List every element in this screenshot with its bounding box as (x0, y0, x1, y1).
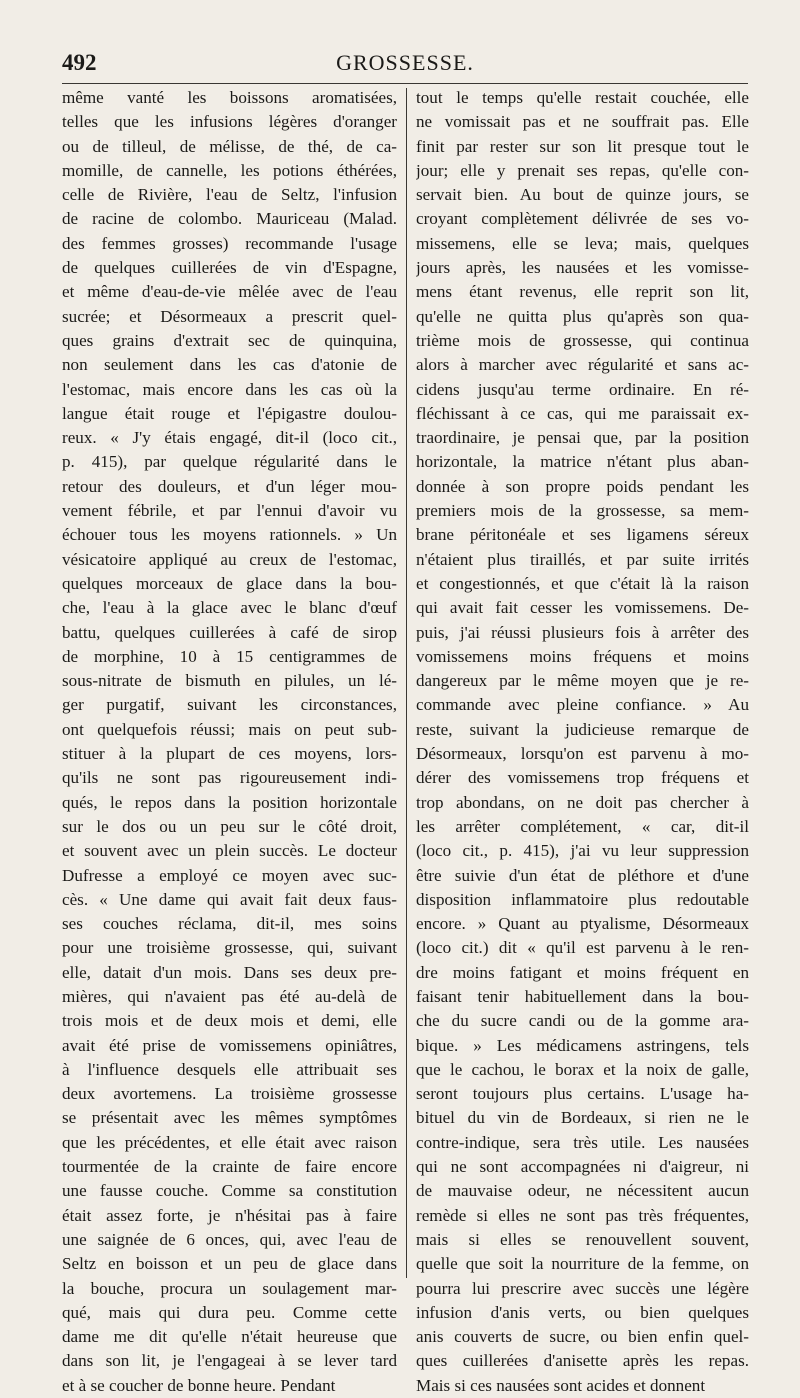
text-line: bituel du vin de Bordeaux, si rien ne le (416, 1108, 749, 1128)
text-line: que le cachou, le borax et la noix de galle, (416, 1059, 749, 1079)
text-line: traordinaire, je pensai que, par la position (416, 428, 749, 448)
text-line: (loco cit.) dit « qu'il est parvenu à le ren- (416, 938, 749, 958)
text-line: deux avortemens. La troisième grossesse (62, 1084, 397, 1104)
text-line: qui ne sont accompagnées ni d'aigreur, ni (416, 1157, 749, 1177)
text-line: se présentait avec les mêmes symptômes (62, 1108, 397, 1128)
text-line: reste, suivant la judicieuse remarque de (416, 719, 749, 739)
text-line: à l'influence desquels elle attribuait ses (62, 1059, 397, 1079)
text-line: dérer des vomissemens trop fréquens et (416, 768, 749, 788)
text-line: ques cuillerées d'anisette après les repas. (416, 1351, 749, 1371)
text-line: puis, j'ai réussi plusieurs fois à arrêter des (416, 622, 749, 642)
text-line: retour des douleurs, et d'un léger mou- (62, 476, 397, 496)
text-line: qu'elle ne quitta plus qu'après son qua- (416, 306, 749, 326)
text-line: pourra lui prescrire avec succès une légère (416, 1278, 749, 1298)
running-title: GROSSESSE. (336, 50, 474, 75)
text-line: la bouche, procura un soulagement mar- (62, 1278, 397, 1298)
text-line: alors à marcher avec régularité et sans ac- (416, 355, 749, 375)
text-line: et souvent avec un plein succès. Le docteur (62, 841, 397, 861)
page-number: 492 (62, 50, 97, 75)
text-line: dangereux par le même moyen que je re- (416, 671, 749, 691)
text-line: sucrée; et Désormeaux a prescrit quel- (62, 306, 397, 326)
text-line: avait été prise de vomissemens opiniâtres, (62, 1035, 397, 1055)
text-line: servait bien. Au bout de quinze jours, se (416, 185, 749, 205)
text-line: brane péritonéale et ses ligamens séreux (416, 525, 749, 545)
text-line: Mais si ces nausées sont acides et donnent (416, 1375, 706, 1395)
text-line: vomissemens moins fréquens et moins (416, 646, 749, 666)
text-line: cidens jusqu'au terme ordinaire. En ré- (416, 379, 749, 399)
text-line: momille, de cannelle, les potions éthérées, (62, 160, 397, 180)
text-line: ne vomissait pas et ne souffrait pas. Elle (416, 112, 749, 132)
text-line: pour une troisième grossesse, qui, suivant (62, 938, 397, 958)
text-line: premiers mois de la grossesse, sa mem- (416, 501, 749, 521)
text-line: disposition inflammatoire plus redoutable (416, 889, 749, 909)
text-line: même vanté les boissons aromatisées, (62, 88, 397, 107)
text-line: qué, mais qui dura peu. Comme cette (62, 1302, 397, 1322)
text-line: et même d'eau-de-vie mêlée avec de l'eau (62, 282, 397, 302)
header-rule (62, 83, 748, 84)
text-line: horizontale, la matrice n'étant plus aban- (416, 452, 749, 472)
text-line: dans son lit, je l'engageai à se lever tard (62, 1351, 397, 1371)
text-line: ques grains d'extrait sec de quinquina, (62, 330, 397, 350)
text-line: battu, quelques cuillerées à café de sirop (62, 622, 397, 642)
text-line: encore. » Quant au ptyalisme, Désormeaux (416, 914, 749, 934)
text-line: que les précédentes, et elle était avec raison (62, 1132, 397, 1152)
text-line: p. 415), par quelque régularité dans le (62, 452, 397, 472)
text-line: mens étant revenus, elle reprit son lit, (416, 282, 749, 302)
text-line: l'estomac, mais encore dans les cas où la (62, 379, 397, 399)
text-line: mais si elles se renouvellent souvent, (416, 1229, 749, 1249)
text-line: sous-nitrate de bismuth en pilules, un lé- (62, 671, 397, 691)
text-line: une fausse couche. Comme sa constitution (62, 1181, 397, 1201)
text-line: Seltz en boisson et un peu de glace dans (62, 1254, 397, 1274)
text-line: sur le dos ou un peu sur le côté droit, (62, 816, 397, 836)
text-line: che, l'eau à la glace avec le blanc d'œuf (62, 598, 397, 618)
text-line: elle, datait d'un mois. Dans ses deux pre- (62, 962, 397, 982)
text-line: cès. « Une dame qui avait fait deux faus- (62, 889, 397, 909)
text-line: qués, le repos dans la position horizontale (62, 792, 397, 812)
text-line: qu'ils ne sont pas rigoureusement indi- (62, 768, 397, 788)
text-line: dre moins fatigant et moins fréquent en (416, 962, 749, 982)
text-line: vement fébrile, et par l'ennui d'avoir vu (62, 501, 397, 521)
text-line: reux. « J'y étais engagé, dit-il (loco cit., (62, 428, 397, 448)
text-line: (loco cit., p. 415), j'ai vu leur suppression (416, 841, 749, 861)
text-line: et congestionnés, et que c'était là la raison (416, 573, 749, 593)
left-column (62, 86, 397, 1398)
text-line: tourmentée de la crainte de faire encore (62, 1157, 397, 1177)
text-line: jours après, les nausées et les vomisse- (416, 258, 749, 278)
text-line: quelle que soit la nourriture de la femme, on (416, 1254, 749, 1274)
text-line: infusion d'anis verts, ou bien quelques (416, 1302, 749, 1322)
text-line: contre-indique, sera très utile. Les nausées (416, 1132, 749, 1152)
text-line: ger purgatif, suivant les circonstances, (62, 695, 397, 715)
text-line: ou de tilleul, de mélisse, de thé, de ca- (62, 136, 397, 156)
text-line: une saignée de 6 onces, qui, avec l'eau de (62, 1229, 397, 1249)
text-line: remède si elles ne sont pas très fréquentes, (416, 1205, 749, 1225)
text-line: de morphine, 10 à 15 centigrammes de (62, 646, 397, 666)
text-line: échouer tous les moyens rationnels. » Un (62, 525, 397, 545)
text-columns (62, 86, 749, 1395)
text-line: stituer à la plupart de ces moyens, lors- (62, 744, 397, 764)
text-line: donnée à son propre poids pendant les (416, 476, 749, 496)
text-line: être suivie d'un état de pléthore et d'une (416, 865, 749, 885)
text-line: fléchissant à ce cas, qui me paraissait ex- (416, 403, 749, 423)
text-line: anis couverts de sucre, ou bien enfin quel- (416, 1327, 749, 1347)
text-line: de racine de colombo. Mauriceau (Malad. (62, 209, 397, 229)
text-line: commande avec pleine confiance. » Au (416, 695, 749, 715)
text-line: qui avait fait cesser les vomissemens. De- (416, 598, 749, 618)
text-line: tout le temps qu'elle restait couchée, elle (416, 88, 749, 107)
text-line: telles que les infusions légères d'oranger (62, 112, 397, 132)
text-line: et à se coucher de bonne heure. Pendant (62, 1375, 336, 1395)
text-line: faisant tenir habituellement dans la bou- (416, 986, 749, 1006)
text-line: ont quelquefois réussi; mais on peut sub- (62, 719, 397, 739)
text-line: trième mois de grossesse, qui continua (416, 330, 749, 350)
text-line: mières, qui n'avaient pas été au-delà de (62, 986, 397, 1006)
text-line: Dufresse a employé ce moyen avec suc- (62, 865, 397, 885)
text-line: jour; elle y prenait ses repas, qu'elle con- (416, 160, 749, 180)
text-line: vésicatoire appliqué au creux de l'estomac, (62, 549, 397, 569)
text-line: dame me dit qu'elle n'était heureuse que (62, 1327, 397, 1347)
text-line: de mauvaise odeur, ne nécessitent aucun (416, 1181, 749, 1201)
text-line: seront toujours plus certains. L'usage ha- (416, 1084, 749, 1104)
text-line: quelques morceaux de glace dans la bou- (62, 573, 397, 593)
text-line: celle de Rivière, l'eau de Seltz, l'infusion (62, 185, 397, 205)
text-line: des femmes grosses) recommande l'usage (62, 233, 397, 253)
text-line: Désormeaux, lorsqu'on est parvenu à mo- (416, 744, 749, 764)
right-column (416, 86, 751, 1398)
text-line: n'étaient plus tiraillés, et par suite irrités (416, 549, 749, 569)
column-divider (406, 88, 407, 1278)
text-line: ses couches réclama, dit-il, mes soins (62, 914, 397, 934)
text-line: trois mois et de deux mois et demi, elle (62, 1011, 397, 1031)
text-line: était assez forte, je n'hésitai pas à faire (62, 1205, 397, 1225)
text-line: langue était rouge et l'épigastre doulou- (62, 403, 397, 423)
text-line: de quelques cuillerées de vin d'Espagne, (62, 258, 397, 278)
page-header (62, 50, 748, 84)
text-line: finit par rester sur son lit presque tout le (416, 136, 749, 156)
text-line: bique. » Les médicamens astringens, tels (416, 1035, 749, 1055)
text-line: les arrêter complétement, « car, dit-il (416, 816, 749, 836)
text-line: croyant complètement délivrée de ses vo- (416, 209, 749, 229)
text-line: non seulement dans les cas d'atonie de (62, 355, 397, 375)
text-line: trop abondans, on ne doit pas chercher à (416, 792, 749, 812)
text-line: missemens, elle se leva; mais, quelques (416, 233, 749, 253)
text-line: che du sucre candi ou de la gomme ara- (416, 1011, 749, 1031)
